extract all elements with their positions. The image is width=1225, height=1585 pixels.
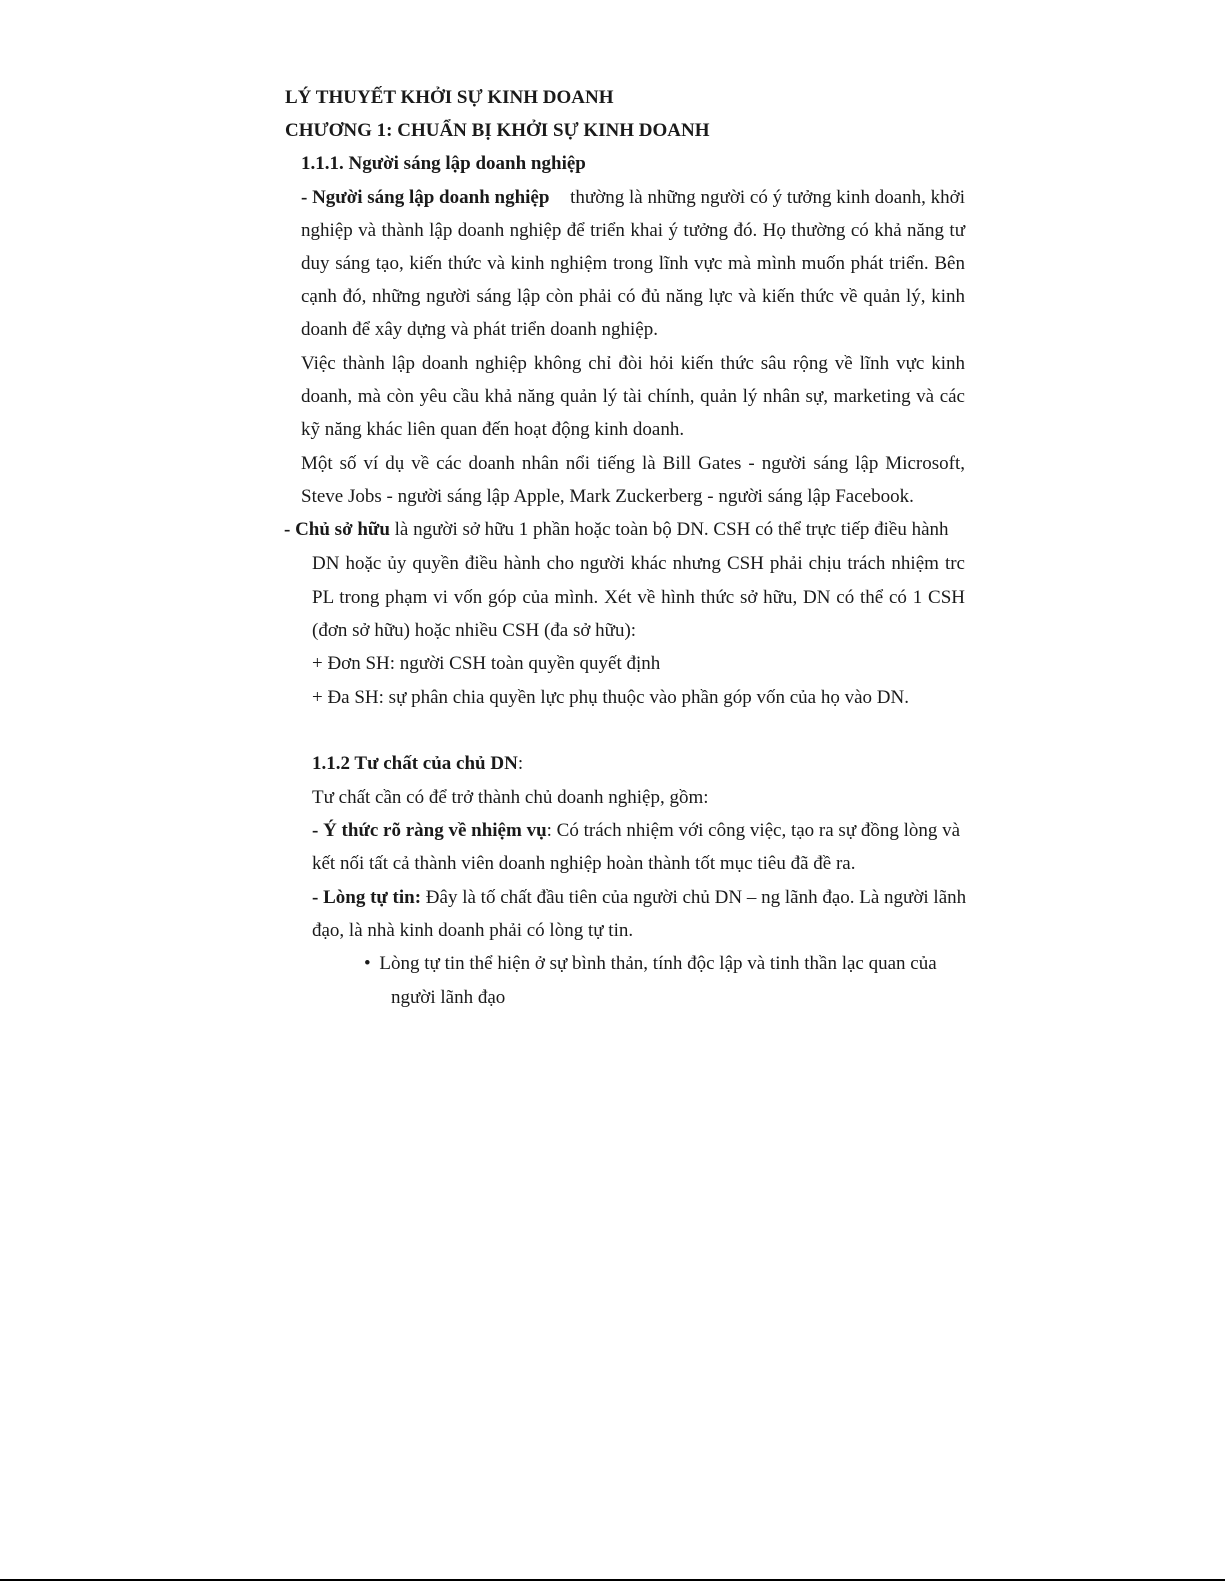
examples-paragraph-line-2: Steve Jobs - người sáng lập Apple, Mark Zuckerberg - người sáng lập Facebook. (301, 486, 914, 507)
founder-paragraph-line-3: duy sáng tạo, kiến thức và kinh nghiệm trong lĩnh vực mà mình muốn phát triển. Bên (301, 253, 965, 274)
founder-paragraph-line-4: cạnh đó, những người sáng lập còn phải có đủ năng lực và kiến thức về quản lý, kinh (301, 286, 965, 307)
owner-single-ownership-item: + Đơn SH: người CSH toàn quyền quyết định (312, 653, 661, 674)
duty-paragraph-line-2: kết nối tất cả thành viên doanh nghiệp hoàn thành tốt mục tiêu đã đề ra. (312, 853, 856, 874)
section-heading-1-1-1: 1.1.1. Người sáng lập doanh nghiệp (301, 153, 586, 174)
document-title: LÝ THUYẾT KHỞI SỰ KINH DOANH (285, 87, 614, 108)
establish-paragraph-line-1: Việc thành lập doanh nghiệp không chỉ đòi hỏi kiến thức sâu rộng về lĩnh vực kinh (301, 353, 965, 374)
confidence-paragraph-line-2: đạo, là nhà kinh doanh phải có lòng tự tin. (312, 920, 634, 941)
duty-paragraph-line-1: - Ý thức rõ ràng về nhiệm vụ: Có trách nhiệm với công việc, tạo ra sự đồng lòng và (312, 820, 961, 841)
establish-paragraph-line-2: doanh, mà còn yêu cầu khả năng quản lý tài chính, quản lý nhân sự, marketing và các (301, 386, 965, 407)
founder-paragraph-line-5: doanh để xây dựng và phát triển doanh nghiệp. (301, 319, 658, 340)
confidence-bullet-line-1: • Lòng tự tin thể hiện ở sự bình thản, tính độc lập và tinh thần lạc quan của (364, 953, 937, 974)
owner-multi-ownership-item: + Đa SH: sự phân chia quyền lực phụ thuộc vào phần góp vốn của họ vào DN. (312, 687, 909, 708)
founder-paragraph-line-1: - Người sáng lập doanh nghiệp thường là những người có ý tưởng kinh doanh, khởi (301, 187, 965, 208)
qualities-intro: Tư chất cần có để trở thành chủ doanh nghiệp, gồm: (312, 787, 709, 808)
owner-paragraph-line-2: DN hoặc ủy quyền điều hành cho người khác nhưng CSH phải chịu trách nhiệm trc (312, 553, 965, 574)
examples-paragraph-line-1: Một số ví dụ về các doanh nhân nổi tiếng là Bill Gates - người sáng lập Microsoft, (301, 453, 965, 474)
page-bottom-border (0, 1579, 1225, 1581)
section-heading-1-1-2: 1.1.2 Tư chất của chủ DN: (312, 753, 524, 774)
bullet-dot-icon: • (364, 953, 371, 974)
confidence-bullet-line-2: người lãnh đạo (391, 987, 506, 1008)
owner-paragraph-line-4: (đơn sở hữu) hoặc nhiều CSH (đa sở hữu): (312, 620, 637, 641)
confidence-paragraph-line-1: - Lòng tự tin: Đây là tố chất đầu tiên của người chủ DN – ng lãnh đạo. Là người lãnh (312, 887, 967, 908)
chapter-heading: CHƯƠNG 1: CHUẨN BỊ KHỞI SỰ KINH DOANH (285, 120, 710, 141)
owner-paragraph-line-3: PL trong phạm vi vốn góp của mình. Xét về hình thức sở hữu, DN có thể có 1 CSH (312, 587, 965, 608)
founder-paragraph-line-2: nghiệp và thành lập doanh nghiệp để triển khai ý tưởng đó. Họ thường có khả năng tư (301, 220, 965, 241)
owner-paragraph-line-1: - Chủ sở hữu là người sở hữu 1 phần hoặc toàn bộ DN. CSH có thể trực tiếp điều hành (284, 519, 949, 540)
establish-paragraph-line-3: kỹ năng khác liên quan đến hoạt động kinh doanh. (301, 419, 685, 440)
